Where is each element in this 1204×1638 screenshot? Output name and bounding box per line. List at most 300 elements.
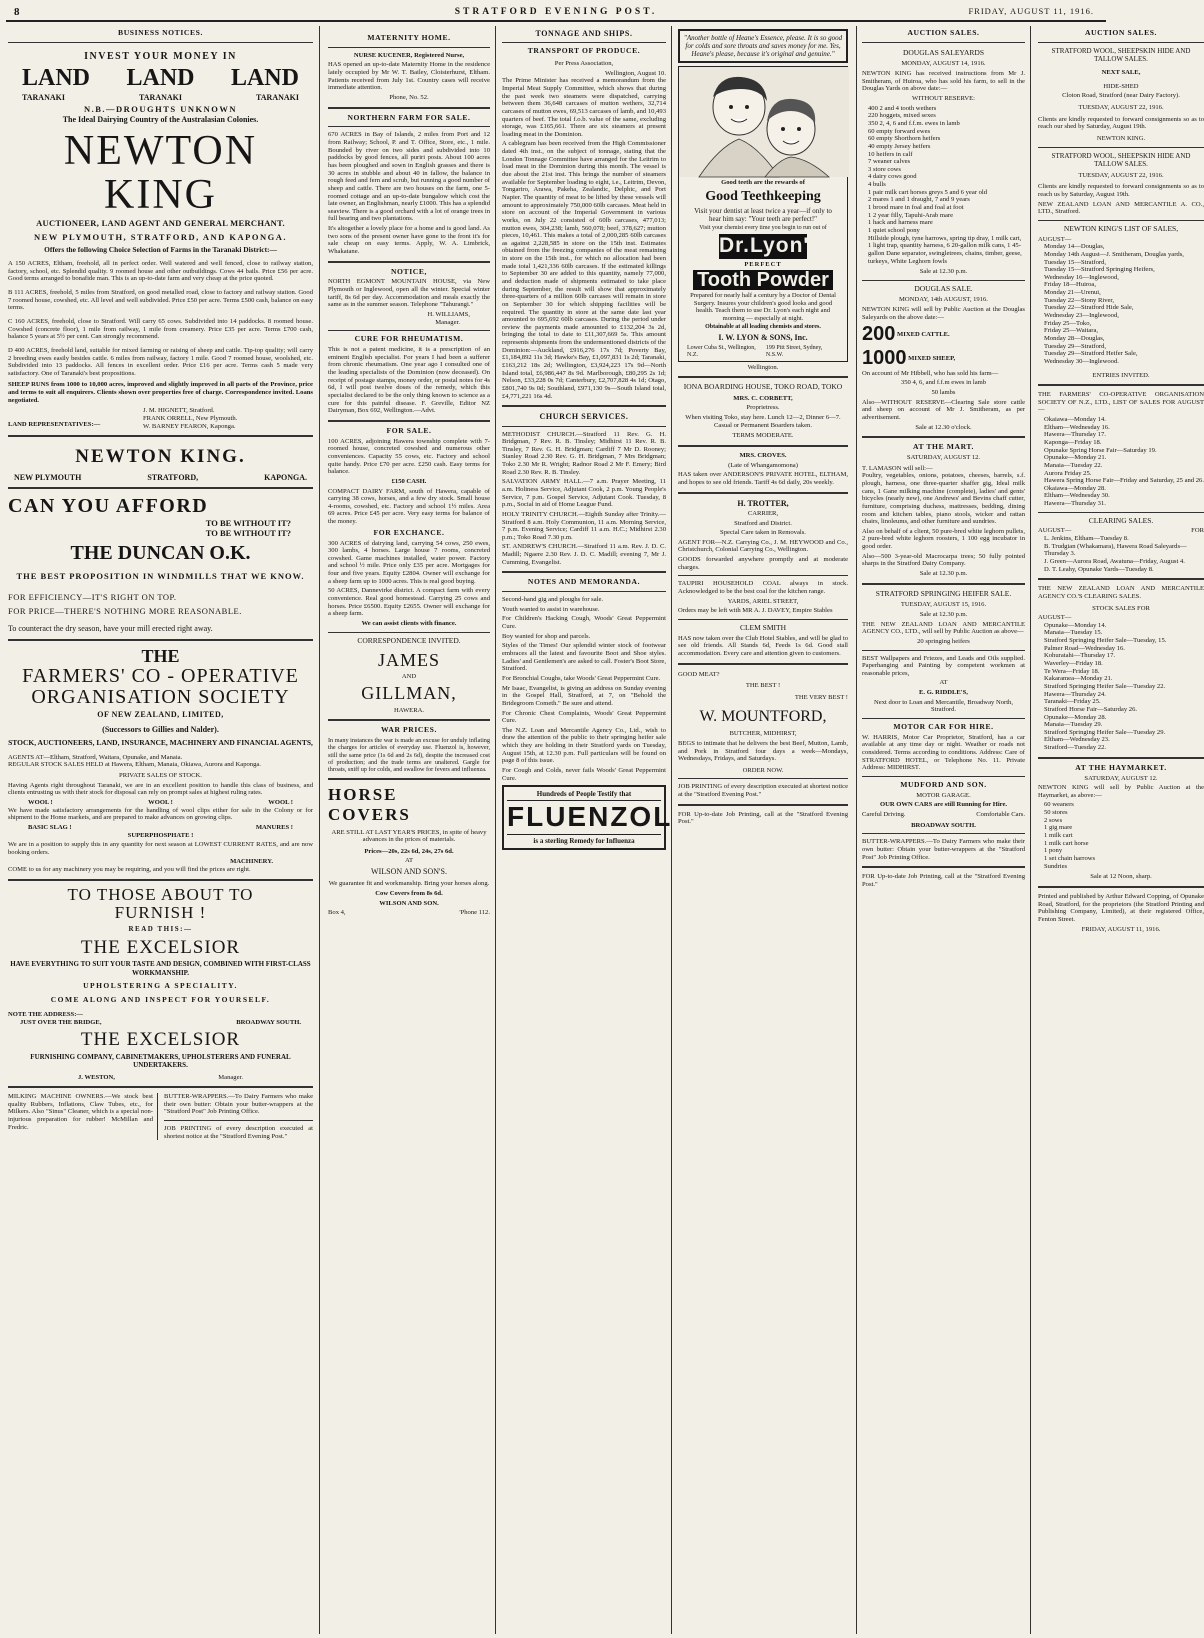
wool1-where: Cloton Road, Stratford (near Dairy Factory). (1062, 92, 1180, 100)
riddle-name: E. G. RIDDLE'S, (919, 689, 968, 697)
sale-item: 4 bulls (868, 181, 886, 189)
notice-name: H. WILLIAMS, (427, 311, 470, 319)
james-and: AND (401, 673, 417, 681)
sale-item: 10 heifers in calf (868, 150, 913, 158)
sale-item: 1 milk cart (1044, 832, 1073, 840)
representative: FRANK ORRELL, New Plymouth. (143, 414, 238, 422)
rule (8, 42, 313, 43)
rule (678, 376, 848, 378)
methodist-church: METHODIST CHURCH.—Stratford 11 Rev. G. H. Bridgman, 7 Rev. R. B. Tinsley; Midhirst 11 Rev. R. B. Tinsley, 7 Rev. G. H. Bridgman; Cardiff 7 Mr D. Rooney; Stanley Road 2.30 Rev. G. H. Bridgman, 7 Mrs Bridgman; Toko 2.30 Mr R. Wright; Radnor Road 2 Mr F. Emery; Bird Road 2.30 Rev. R. B. Tinsley. (502, 430, 666, 476)
rule (678, 492, 848, 494)
mudford-row (862, 811, 1025, 819)
sale-date: Monday 28—Douglas, (1044, 334, 1105, 342)
column-auction-sales (856, 26, 1031, 1634)
mudford-loc: BROADWAY SOUTH. (911, 821, 976, 829)
slag-row (8, 824, 313, 832)
sale-item: 50 stores (1044, 809, 1068, 817)
sale-item: 7 weaner calves (868, 158, 911, 166)
machinery-text: COME to us for any machinery you may be requiring, and you will find the prices are right. (8, 866, 251, 874)
sale-date: Aurora Friday 25. (1044, 469, 1092, 477)
without-it: TO BE WITHOUT IT? (205, 527, 291, 538)
rule (1038, 757, 1204, 759)
rule (862, 866, 1025, 868)
have-everything: HAVE EVERYTHING TO SUIT YOUR TASTE AND DESIGN, COMBINED WITH FIRST-CLASS WORKMANSHIP. (10, 960, 311, 977)
manures: MANURES ! (255, 823, 293, 831)
rule (328, 330, 490, 331)
mart-head: AT THE MART. (912, 442, 974, 452)
rule (862, 436, 1025, 438)
lyon-tag1: Good teeth are the rewards of (721, 179, 805, 187)
mudford-head: MUDFORD AND SON. (900, 780, 987, 790)
bottom-ads (8, 1093, 313, 1142)
rule (328, 778, 490, 780)
sale-date: Stratford Springing Heifer Sale—Tuesday 29. (1044, 728, 1166, 736)
horse-text: ARE STILL AT LAST YEAR'S PRICES, in spite of heavy advances in the prices of materials. (331, 828, 487, 844)
iona-text: When visiting Toko, stay here. Lunch 12—2, Dinner 6—7. Casual or Permanent Boarders taken. (685, 414, 841, 429)
spring-head: STRATFORD SPRINGING HEIFER SALE. (875, 588, 1012, 598)
maternity-phone: Phone, No. 52. (389, 94, 429, 101)
clem-name: CLEM SMITH (739, 622, 787, 632)
clem-text: HAS now taken over the Club Hotel Stables, and will be glad to see old friends. All Stands 6d, Feeds 1s 6d. Good stall accommodation. Every care and attention given to customers. (678, 634, 848, 657)
mart-date: SATURDAY, AUGUST 12. (906, 454, 981, 462)
riddle-loc: Next door to Loan and Mercantile, Broadway North, Stratford. (874, 698, 1013, 714)
wool1-head: STRATFORD WOOL, SHEEPSKIN HIDE AND TALLOW SALES. (1051, 46, 1191, 63)
note: For Cough and Colds, never fails Woods' Great Peppermint Cure. (502, 767, 666, 782)
sale-item: Hillside plough, tyne harrows, spring tip dray, 1 milk cart, 1 light trap, quantity harness, 6 20-gallon milk cans, 1 45-gallon Dane separator, swingletrees, chains, timber, geese, turkeys, White Leghorn fowls (868, 234, 1022, 265)
rule (678, 619, 848, 620)
lyon-addr: 199 Pitt Street, Sydney, N.S.W. (765, 344, 823, 358)
sale-item: 60 weaners (1044, 801, 1074, 809)
town: STRATFORD, (147, 473, 199, 483)
rule (862, 650, 1025, 651)
read-this: READ THIS:— (128, 925, 193, 934)
dsale-time: Sale at 12.30 o'clock. (915, 423, 972, 431)
sale-date: Okaiawa—Monday 14. (1044, 416, 1106, 424)
rule (1038, 578, 1204, 580)
sale-item: 1 pony (1044, 847, 1063, 855)
sale-item: 1 gig mare (1044, 824, 1073, 832)
rule (862, 718, 1025, 719)
sale-date: Friday 25—Toko, (1044, 319, 1092, 327)
sale-date: Eltham—Wednesday 30. (1044, 492, 1110, 500)
butter-wrappers-ad: BUTTER-WRAPPERS.—To Dairy Farmers who make their own butter: Obtain your butter-wrappers at the "Stratford Post" Job Printing Office. (164, 1093, 313, 1116)
sale-date: Friday 25—Waitara, (1044, 327, 1099, 335)
note: Second-hand gig and ploughs for sale. (502, 596, 604, 604)
taranaki-word: TARANAKI (22, 93, 65, 103)
sale-date: Opunake—Monday 21. (1044, 454, 1107, 462)
sale-date: Hawera—Thursday 31. (1044, 500, 1106, 508)
organisation-society: ORGANISATION SOCIETY (31, 685, 290, 708)
wool1-text: Clients are kindly requested to forward consignments so as to reach our shed by Saturday, August 19th. (1038, 115, 1204, 131)
sale-item: 60 empty Shorthorn heifers (868, 135, 941, 143)
rule (8, 435, 313, 437)
rule (862, 280, 1025, 281)
sale-date: Tuesday 15—Stratford, (1044, 258, 1107, 266)
wool: WOOL ! (268, 798, 293, 806)
sale-date: Tuesday 15—Stratford Springing Heifers, (1044, 266, 1155, 274)
rule (328, 719, 490, 721)
douglas-text: NEWTON KING has received instructions from Mr J. Smitheram, of Huiroa, who has sold his farm, to sell in the Douglas Yards on above date:— (862, 70, 1025, 93)
cattle-line (862, 323, 1025, 346)
price-line: FOR PRICE—THERE'S NOTHING MORE REASONABLE. (8, 605, 242, 616)
wool-row (8, 799, 313, 807)
motor-hire-text: W. HARRIS, Motor Car Proprietor, Stratford, has a car available at any time day or night. Weather or roads not considered. Terms according to conditions. Address: Care of STRATFORD HOTEL, or Telephone No. 11. Private Address: MIDHIRST. (862, 733, 1025, 772)
town: KAPONGA. (264, 473, 307, 483)
manager-name: J. WESTON, (78, 1073, 115, 1081)
sale-date: Tuesday 22—Stratford Hide Sale, (1044, 304, 1134, 312)
clearing-month-row (1038, 527, 1204, 535)
auction-header: AUCTION SALES. (1084, 28, 1158, 37)
sale-date: Kohuratahi—Thursday 17. (1044, 652, 1116, 660)
trotter-title: CARRIER, (747, 509, 779, 517)
exchange-b: 50 ACRES, Dannevirke district. A compact farm with every convenience. Real good homestead. Carrying 25 cows and horses. Price £6500. Equity £2655. Owner will exchange for a sheep farm. (328, 587, 490, 618)
rule (678, 575, 848, 576)
job-printing-ad: JOB PRINTING of every description executed at shortest notice at the "Stratford Evening Post." (164, 1125, 313, 1140)
private-sales-text: Having Agents right throughout Taranaki, we are in an excellent position to handle this class of business, and clients entrusting us with their stock for disposal can rely on prompt sales at highest ruling rates. (8, 781, 313, 797)
rule (8, 487, 313, 489)
mudford-cars: OUR OWN CARS are still Running for Hire. (879, 801, 1008, 809)
sale-item: 2 mares 1 and 1 draught, 7 and 9 years (868, 196, 970, 204)
rule (502, 426, 666, 427)
douglas-head: DOUGLAS SALEYARDS (902, 47, 985, 57)
wool2-text: Clients are kindly requested to forward consignments so as to reach us by Saturday, August 19th. (1038, 183, 1204, 198)
milking-machine-ad: MILKING MACHINE OWNERS.—We stock best quality Rubbers, Inflations, Claw Tubes, etc., for Milkers. Also "Sinus" Cleaner, which is a special non-injurious preparation for rubber! McMillan and Fredric. (8, 1093, 158, 1140)
note: For Bronchial Coughs, take Woods' Great Peppermint Cure. (502, 674, 661, 682)
over-bridge: JUST OVER THE BRIDGE, (20, 1018, 102, 1026)
sale-item: 40 empty Jersey heifers (868, 142, 931, 150)
mother-child-illustration (679, 67, 849, 177)
lyon-addresses (679, 345, 847, 361)
sale-date: Eltham—Wednesday 16. (1044, 423, 1110, 431)
haymarket-date: SATURDAY, AUGUST 12. (1084, 774, 1158, 782)
sheep-line (862, 347, 1025, 370)
rule (8, 639, 313, 641)
war-prices-text: In many instances the war is made an excuse for unduly inflating the charges for articles of everyday use. Fluenzol is, however, still the same price (1s 6d and 2s 6d), despite the increased cost of production; and the trade terms are unaltered. Gargle for throats, sniff up for colds, and swallow for fevers and influenza. (328, 737, 490, 773)
northern-text2: It's altogether a lovely place for a home and is good land. As two sons of the present owner have gone to the front it's for sale cheap on easy terms. Apply, W. A. Limbrick, Whakatane. (328, 225, 490, 256)
rule (164, 1120, 313, 1121)
land-word: LAND (126, 65, 195, 92)
exchange-a: 300 ACRES of dairying land, carrying 54 cows, 250 ewes, 300 lambs, 4 horses. Large house 7 rooms, concreted cowshed. Game machines installed, water power. Factory and school ½ mile. Price only £35 per acre. Mortgages for four and five years. Equity £2804. Owner will exchange for a sheep farm up to 1000 acres. This is real good buying. (328, 539, 490, 585)
column-four (678, 26, 848, 1634)
offers-line: Offers the following Choice Selection of Farms in the Taranaki District:— (44, 244, 277, 254)
wool: WOOL ! (148, 798, 173, 806)
douglas-time: Sale at 12.30 p.m. (919, 268, 968, 276)
box: Box 4, (328, 909, 346, 917)
lyon-addr: Lower Cuba St., Wellington, N.Z. (687, 344, 756, 358)
dsale-ewes: 350 4, 6, and f.f.m ewes in lamb (900, 379, 987, 387)
sale-date: Opunake—Monday 28. (1044, 713, 1107, 721)
sale-item: 1 quiet school pony (868, 226, 920, 234)
sale-item: 3 store cows (868, 165, 901, 173)
column-three (502, 26, 672, 1634)
fcos-items (1038, 416, 1204, 508)
sale-date: Waverley—Friday 18. (1044, 660, 1103, 668)
manager-title: Manager. (218, 1073, 243, 1081)
spring-heifers: 20 springing heifers (917, 637, 970, 645)
without-it: TO BE WITHOUT IT? (205, 517, 291, 528)
column-auction-sales-2 (1038, 26, 1204, 1634)
haymarket-items (1038, 801, 1204, 870)
super-text: We are in a position to supply this in any quantity for next season at LOWEST CURRENT RATES, and are now booking orders. (8, 841, 313, 856)
job-printing-ad: JOB PRINTING of every description executed at shortest notice at the "Stratford Evening Post." (678, 783, 848, 799)
sale-item: 1 hack and harness mare (868, 219, 933, 227)
sale-date: Palmer Road—Wednesday 16. (1044, 644, 1125, 652)
wool-text: We have made satisfactory arrangements for the handling of wool clips either for sale in the Colony or for shipment to the Home markets, and are prepared to make advances on growing clips. (8, 806, 313, 822)
notice-title: Manager. (435, 318, 460, 326)
sale-date: Stratford Horse Fair—Saturday 26. (1044, 705, 1138, 713)
careful-driving: Careful Driving. (862, 811, 906, 819)
sale-item: 2 sows (1044, 816, 1063, 824)
farmers-coop-title: FARMERS' CO - OPERATIVE (22, 664, 299, 687)
contact-row (328, 909, 490, 917)
imprint-date: FRIDAY, AUGUST 11, 1916. (1081, 926, 1161, 934)
dsale-account: On account of Mr Hibbell, who has sold his farm— (862, 369, 999, 377)
dateline: Wellington, August 10. (604, 69, 666, 77)
sale-date: Manaia—Tuesday 15. (1044, 629, 1103, 637)
wool2-name: NEW ZEALAND LOAN AND MERCANTILE A. CO., LTD., Stratford. (1038, 200, 1204, 216)
mixed-sheep: MIXED SHEEP, (908, 354, 956, 362)
clearing-sale: L. Jenkins, Eltham—Tuesday 8. (1044, 535, 1129, 543)
lyon-visit2: Visit your chemist every time you begin to run out of (699, 225, 827, 232)
iona-head: IONA BOARDING HOUSE, TOKO ROAD, TOKO (683, 382, 843, 392)
mountford-name: W. MOUNTFORD, (699, 708, 827, 726)
rule (502, 591, 666, 592)
column-business-notices (8, 26, 320, 1634)
upholstering: UPHOLSTERING A SPECIALITY. (83, 980, 238, 990)
rule (328, 126, 490, 127)
rule (328, 632, 490, 633)
correspondence: CORRESPONDENCE INVITED. (357, 635, 461, 645)
rule (862, 583, 1025, 585)
sale-date: Manaia—Tuesday 22. (1044, 461, 1103, 469)
st-andrews: ST. ANDREW'S CHURCH.—Stratford 11 a.m. Rev. J. D. C. Madill; Ngaere 2.30 Rev. J. D. C. Madill; evening 7, Mr J. Cumming, Evangelist. (502, 543, 666, 566)
sale-date: Hawera—Thursday 24. (1044, 690, 1106, 698)
haymarket-time: Sale at 12 Noon, sharp. (1090, 873, 1152, 881)
rule (862, 42, 1025, 43)
clearing-items (1038, 535, 1204, 573)
rule (1038, 886, 1204, 888)
press-association: Per Press Association, (554, 60, 614, 68)
rule (1038, 42, 1204, 43)
sale-item: 1 milk cart horse (1044, 839, 1089, 847)
rule (678, 663, 848, 665)
sale-item: 1 brood mare in foal and foal at foot (868, 204, 964, 212)
note: For Chronic Chest Complaints, Woods' Great Peppermint Cure. (502, 709, 666, 725)
broadway-south: BROADWAY SOUTH. (236, 1018, 301, 1026)
lyon-firm: I. W. LYON & SONS, Inc. (718, 333, 808, 343)
rule (328, 261, 490, 263)
mart-also1: Also on behalf of a client, 50 pure-bred white leghorn pullets, 2 pure-bred white leghorn roosters, 1 100 egg incubator in good order. (862, 527, 1025, 551)
dsale-also: Also—WITHOUT RESERVE—Clearing Sale store cattle and sheep on account of Mr J. Smitheram, as per advertisement. (862, 398, 1025, 421)
sale-date: Opunake Spring Horse Fair—Saturday 19. (1044, 446, 1157, 454)
representative: W. BARNEY FEARON, Kaponga. (143, 422, 236, 430)
representative: J. M. HIGNETT, Stratford. (143, 407, 215, 415)
wilson-son: WILSON AND SON'S. (371, 867, 447, 877)
clearing-head: CLEARING SALES. (1088, 515, 1154, 525)
fluenzol-bottom: is a sterling Remedy for Influenza (507, 834, 661, 845)
rule (1038, 512, 1204, 513)
farm-listing: A 150 ACRES, Eltham, freehold, all in perfect order. Well watered and well fenced, close to railway station, factory, school, etc. Splendid quality. 9 roomed house and other outbuildings. Cows 44 bails. Price £56 per acre. Good terms arranged to bonafide man. This is an up-to-date farm and very cheap at the price quoted. (8, 260, 313, 283)
sheep-count: 1000 (862, 346, 907, 369)
sale-date: Monday 14—Douglas, (1044, 243, 1105, 251)
guarantee: We guarantee fit and workmanship. Bring your horses along. (328, 880, 490, 888)
tonnage-text: The Prime Minister has received a memorandum from the Imperial Meat Supply Committee, which shows that during the past week two steamers were dispatched, carrying between them 36,648 carcases of mutton wethers, 32,714 carcases of mutton ewes, 69,513 carcases of lamb, and 10,493 quarters of beef. The total f.o.b. value of the same, excluding storage, was £165,661. There are six steamers at present loading meat in the Dominion. (502, 77, 666, 138)
dsale-date: MONDAY, 14th AUGUST, 1916. (899, 296, 988, 304)
spring-time: Sale at 12.30 p.m. (919, 610, 968, 618)
iona-prop: MRS. C. CORBETT, (733, 394, 793, 402)
portrait-illustration (679, 67, 847, 177)
excelsior-title: THE EXCELSIOR (80, 936, 241, 958)
dsale-lambs: 50 lambs (931, 389, 956, 397)
newton-king-ad: NEWTON KING. (75, 446, 246, 468)
superphosphate: SUPERPHOSPHATE ! (127, 831, 194, 839)
mart-also2: Also—500 3-year-old Macrocarpa trees; 50 fully pointed sharps in the Stratford Dairy Company. (862, 552, 1025, 568)
rule (862, 833, 1025, 834)
haymarket-text: NEWTON KING will sell by Public Auction at the Haymarket, as above:— (1038, 784, 1204, 799)
rheumatism-head: CURE FOR RHEUMATISM. (354, 334, 464, 344)
best-proposition: THE BEST PROPOSITION IN WINDMILLS THAT WE KNOW. (16, 571, 305, 582)
sale-date: Kakaramea—Monday 21. (1044, 675, 1113, 683)
heane-ad: "Another bottle of Heane's Essence, please. It is so good for colds and sore throats and saves money for me. Yes, Heane's please, because it's original and genuine." (678, 29, 848, 63)
machinery: MACHINERY. (230, 858, 273, 866)
sale-item: 220 hoggets, mixed sexes (868, 112, 936, 120)
sale-date: Tuesday 29—Stratford, (1044, 342, 1107, 350)
covers-heading: COVERS (328, 804, 411, 824)
trotter-area: Stratford and District. (734, 519, 792, 527)
notice-text: NORTH EGMONT MOUNTAIN HOUSE, via New Plymouth or Inglewood, open all the winter. Special winter tariff, 8s 6d per day. Accommodation and meals exactly the same as in the summer season. Telephone "Tahurangi." (328, 278, 490, 309)
rule (1038, 220, 1204, 221)
fluenzol-name: FLUENZOL (507, 801, 673, 833)
sale-date: Friday 18—Huiroa, (1044, 281, 1097, 289)
coal-yards: YARDS, ARIEL STREET, (727, 597, 799, 605)
coal-text: TAUPIRI HOUSEHOLD COAL always in stock. Acknowledged to be the best coal for the kitchen range. (678, 580, 848, 595)
entries-invited: ENTRIES INVITED. (1092, 371, 1150, 379)
rule (502, 42, 666, 43)
sale-date: Eltham—Wednesday 23. (1044, 736, 1110, 744)
nk-towns (8, 473, 313, 482)
dsale-head: DOUGLAS SALE. (914, 283, 973, 293)
tonnage-head: TONNAGE AND SHIPS. (535, 29, 633, 38)
rule (678, 778, 848, 779)
note: Mr Isaac, Evangelist, is giving an address on Sunday evening in the Gospel Hall, Stratford, at 7, on "Behold the Bridegroom Cometh." Be sure and attend. (502, 684, 666, 707)
rule (328, 107, 490, 109)
sale-date: Monday 14th August—J. Smitheram, Douglas yards, (1044, 250, 1184, 258)
town: NEW PLYMOUTH (14, 473, 82, 483)
tonnage-text2: A cablegram has been received from the High Commissioner dated 4th inst., on the subject of tonnage, stating that the London Tonnage Committee have arranged for the Leitrim to load meat in the Dominion during this month. The vessel is due about the 21st inst. This brings the number of steamers available for September loading to eight, i.e., Leitrim, Devon, Tongariro, Arawa, Pakeha, Zealandic, Delphic, and Port Napier. The quantity of meat to be lifted by these vessels will amount to approximately 750,000 60lb carcases. Meat held in store on account of the Imperial Government in various works, on July 22 consisted of 60lb carcases, 477,013; mutton ewes, 304,238; lamb, 560,078; beef, 378,627; mutton pieces, 10,461. This makes a total of 2,000,285 60lb carcases as against 2,228,585 in store on the 15th inst. Estimates obtained from the freezing companies of the meat remaining in store on the 15th inst., for which no allocation had been made total 1,421,336 60lb carcases. If the estimated killings to September 30 are added to this quantity, namely 77,000, and deduction made of shipments estimated to take place during September, the result will show that approximately three-quarters of a million 60lb carcases will remain in store on September 30 for which shipping facilities will be required. The quantity in store at the same date last year amounted to 695,692 60lb carcases. During the period under review the payments made amounted to £132,204 3s 2d, bringing the total to date to £11,307,669 5s. This amount represents shipments from the undermentioned districts of the Dominion:—Auckland, £916,276 17s 7d; Poverty Bay, £1,184,892 11s 3d; Hawke's Bay, £1,097,831 1s 2d; Taranaki, £163,212 18s 2d; Wellington, £3,924,223 17s 9d—North Island total, £6,986,447 8s 9d. Marlborough, £80,295 2s 1d; Nelson, £33,228 0s 7d; Canterbury, £2,707,828 4s 1d; Otago, £801,740 9s 0d; Southland, £971,130 9s—South Island total, £4,771,221 16s 4d. (502, 140, 666, 400)
wallpaper-text: BEST Wallpapers and Friezes, and Leads and Oils supplied. Paperhanging and Painting by competent workmen at reasonable prices, (862, 654, 1025, 677)
taranaki-word: TARANAKI (139, 93, 182, 103)
mart-text: T. LAMASON will sell:— (862, 464, 933, 472)
sale-item: Sundries (1044, 862, 1068, 870)
rule (1038, 384, 1204, 386)
basic-slag: BASIC SLAG ! (28, 823, 72, 831)
motor-hire-head: MOTOR CAR FOR HIRE. (893, 722, 994, 732)
wool2-date: TUESDAY, AUGUST 22, 1916. (1078, 171, 1164, 179)
mountford-text: BEGS to intimate that he delivers the best Beef, Mutton, Lamb, and Pork in Stratford four days a week—Mondays, Wednesdays, Fridays, and Saturdays. (678, 739, 848, 763)
upto-date-printing-ad: FOR Up-to-date Job Printing, call at the "Stratford Evening Post." (678, 810, 848, 826)
forsale-cash: £150 CASH. (391, 477, 427, 485)
mart-items: Poultry, vegetables, onions, potatoes, cheeses, barrels, s.f. plough, harness, one three-quarter shaffer gig, Ideal milk cans, 1 Gane milking machine (complete), ladies' and gents' bicycles (nearly new), one Andrews' and Bevins chaff cutter, furniture, comprising duchess, mattresses, bedding, dining room and kitchen tables, piano stools, wicker and rattan chairs, linoleums, and other furniture and sundries. (862, 472, 1025, 526)
northern-text: 670 ACRES in Bay of Islands, 2 miles from Port and 12 from Railway; School, P. and T. Office, Store, etc., 1 mile. Bounded by river on two sides and subdivided into 10 paddocks by good fences, all puriri posts. About 100 acres has been ploughed and sown in English grasses and there is 30 acres in stubble and about 40 in fallow, the balance in rough feed and fern and scrub, but running a good number of sheep and cattle. There are two houses on the farm, one 5-roomed cottage and an up-to-date bungalow which cost the late owner, an Englishman, nearly £1000. This has a splendid seaview. There is a good orchard with a lot of orange trees in full bearing and two plantations. (328, 131, 490, 223)
sale-date: Taranaki—Friday 25. (1044, 698, 1101, 706)
rule (328, 47, 490, 48)
ideal-dairying: The Ideal Dairying Country of the Australasian Colonies. (62, 115, 259, 125)
duncan-ok: THE DUNCAN O.K. (70, 542, 251, 565)
sale-item: 4 dairy cows good (868, 173, 917, 181)
douglas-without: WITHOUT RESERVE: (912, 95, 975, 103)
trotter-special: Special Care taken in Removals. (720, 529, 806, 537)
butter-wrappers-ad: BUTTER-WRAPPERS.—To Dairy Farmers who make their own butter: Obtain your butter-wrappers at the "Stratford Post" Job Printing Office. (862, 838, 1025, 861)
sale-item: 60 empty forward ewes (868, 127, 931, 135)
coal-orders: Orders may be left with MR A. J. DAVEY, Empire Stables (678, 607, 833, 615)
lyon-perfect: PERFECT (744, 260, 782, 268)
section-header: BUSINESS NOTICES. (118, 28, 203, 37)
furnish-heading: FURNISH ! (114, 902, 207, 922)
northern-head: NORTHERN FARM FOR SALE. (347, 112, 471, 122)
rule (8, 1086, 313, 1088)
auctioneer-line: AUCTIONEER, LAND AGENT AND GENERAL MERCHANT. (36, 217, 285, 228)
lyon-brand: Dr.Lyon's (719, 234, 823, 258)
column-two (328, 26, 496, 1634)
excelsior-title: THE EXCELSIOR (80, 1029, 241, 1051)
rule (502, 405, 666, 407)
notice-head: NOTICE, (390, 266, 428, 276)
iona-terms: TERMS MODERATE. (732, 432, 794, 440)
finance-line: We can assist clients with finance. (361, 619, 457, 627)
towns-line: NEW PLYMOUTH, STRATFORD, AND KAPONGA. (34, 231, 287, 242)
the: THE (141, 645, 180, 666)
page-number: 8 (14, 6, 20, 18)
nzlm-head: THE NEW ZEALAND LOAN AND MERCANTILE AGENCY CO.'S CLEARING SALES. (1038, 585, 1204, 600)
james-town: HAWERA. (393, 706, 425, 714)
croves-head: MRS. CROVES. (739, 452, 787, 460)
rule (678, 804, 848, 806)
mixed-cattle: MIXED CATTLE. (897, 331, 950, 339)
land-word: LAND (22, 65, 91, 92)
sale-date: Hawera Spring Horse Fair—Friday and Saturday, 25 and 26. (1044, 477, 1204, 485)
rule (502, 571, 666, 573)
rule (1038, 147, 1204, 148)
maternity-head: MATERNITY HOME. (367, 33, 451, 42)
mudford-garage: MOTOR GARAGE. (916, 791, 971, 799)
war-prices-head: WAR PRICES. (381, 725, 437, 735)
farm-listing: C 160 ACRES, freehold, close to Stratford. Will carry 65 cows. Subdivided into 14 paddocks. 8 roomed house. Cowshed (concrete floor), 1 mile from railway, 1 mile from creamery. Price £35 per acre. Terms £700 cash, balance 5 years at 5½ per cent. Can strongly recommend. (8, 317, 313, 341)
lyon-obtain: Obtainable at all leading chemists and stores. (705, 324, 821, 331)
wellington-line: Wellington. (747, 363, 779, 371)
sale-date: Monday 21—Urenui, (1044, 289, 1101, 297)
imprint: Printed and published by Arthur Edward Copping, of Opunake Road, Stratford, for the proprietors (the Stratford Printing and Publishing Company, Limited), at their registered Office, Fenton Street. (1038, 892, 1204, 923)
cattle-count: 200 (862, 323, 896, 346)
sale-date: Stratford Springing Heifer Sale—Tuesday, 15. (1044, 637, 1167, 645)
private-sales-head: PRIVATE SALES OF STOCK. (119, 772, 202, 780)
successors: (Successors to Gillies and Nalder). (102, 724, 219, 734)
lyon-tooth-powder: Tooth Powder (693, 270, 833, 290)
rule (862, 776, 1025, 777)
sale-date: Kaponga—Friday 18. (1044, 438, 1102, 446)
forsale-b: COMPACT DAIRY FARM, south of Hawera, capable of carrying 38 cows, horses, and a few dry stock. Small house 4-rooms, cowshed, etc. Factory and school 1½ miles. Area 69 acres. Price £45 per acre. Very easy terms for balance of the money. (328, 487, 490, 526)
good-meat: GOOD MEAT? (678, 670, 720, 678)
taranaki-row (8, 93, 313, 102)
gillman-name: GILLMAN, (361, 682, 457, 703)
exchange-head: FOR EXCHANCE. (373, 527, 445, 537)
furnishing-company: FURNISHING COMPANY, CABINETMAKERS, UPHOLSTERERS AND FUNERAL UNDERTAKERS. (30, 1053, 291, 1070)
wool1-date: TUESDAY, AUGUST 22, 1916. (1078, 103, 1164, 111)
note: Youth wanted to assist in warehouse. (502, 605, 600, 613)
spring-text: THE NEW ZEALAND LOAN AND MERCANTILE AGENCY CO., LTD., will sell by Public Auction as above— (862, 620, 1025, 636)
manager-row (8, 1074, 313, 1082)
taranaki-word: TARANAKI (256, 93, 299, 103)
counteract-line: To counteract the dry season, have your mill erected right away. (8, 624, 213, 634)
